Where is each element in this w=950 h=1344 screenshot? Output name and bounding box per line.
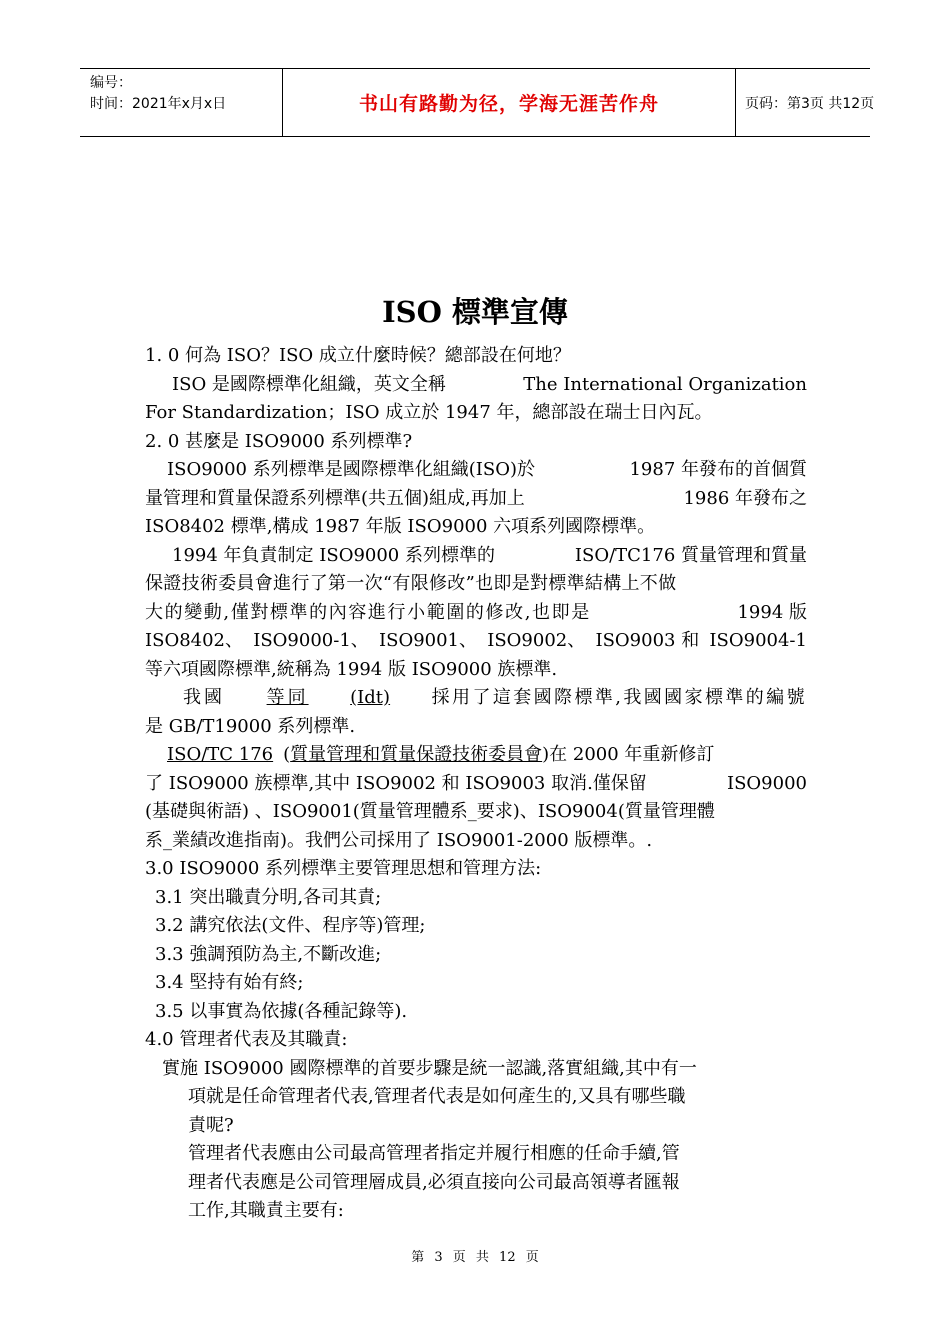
text-segment: 1994 年負責制定 ISO9000 系列標準的 xyxy=(172,545,495,566)
paragraph-line xyxy=(145,770,807,798)
text-segment: ISO9002、 xyxy=(487,630,586,651)
paragraph-line xyxy=(172,371,807,399)
page-info: 页码：第3页 共12页 xyxy=(745,95,875,112)
list-item: 3.1 突出職責分明,各司其責; xyxy=(155,887,382,908)
paragraph-line xyxy=(172,542,807,570)
number-label: 编号： xyxy=(90,75,132,91)
question-1: 1. 0 何為 ISO？ISO 成立什麼時候？總部設在何地？ xyxy=(145,345,571,366)
underlined-term: (Idt) xyxy=(350,687,391,708)
text-segment: 我國 xyxy=(183,687,225,708)
time-label: 时间：2021年x月x日 xyxy=(90,96,227,112)
paragraph-line xyxy=(167,741,807,769)
list-item: 3.3 強調預防為主,不斷改進; xyxy=(155,944,382,965)
paragraph-line: 是 GB/T19000 系列標準. xyxy=(145,716,356,737)
paragraph-line: (基礎與術語) 、ISO9001(質量管理體系_要求)、ISO9004(質量管理體 xyxy=(145,801,715,822)
text-segment: ISO9003 和 xyxy=(595,630,700,651)
text-segment: ISO/TC176 質量管理和質量 xyxy=(574,545,807,566)
paragraph-line xyxy=(183,684,807,712)
text-segment: 採用了這套國際標準,我國國家標準的編號 xyxy=(431,687,807,708)
document-header xyxy=(80,68,875,137)
paragraph-line: 工作,其職責主要有: xyxy=(188,1200,344,1221)
underlined-term: 質量管理和質量保證技術委員會 xyxy=(290,744,543,765)
paragraph-line: 理者代表應是公司管理層成員,必須直接向公司最高領導者匯報 xyxy=(188,1172,680,1193)
paragraph-line: ISO8402 標準,構成 1987 年版 ISO9000 六項系列國際標準。 xyxy=(145,516,656,537)
text-segment: ( xyxy=(283,744,291,765)
text-segment: 1986 年發布之 xyxy=(683,488,807,509)
header-meta xyxy=(80,69,282,136)
text-segment: ISO9000 xyxy=(726,773,807,794)
text-segment: ISO9004-1 xyxy=(709,630,807,651)
header-motto-cell xyxy=(282,69,736,136)
underlined-term: ISO/TC 176 xyxy=(167,744,274,765)
section-3-heading: 3.0 ISO9000 系列標準主要管理思想和管理方法: xyxy=(145,858,542,879)
paragraph-line: 項就是任命管理者代表,管理者代表是如何產生的,又具有哪些職 xyxy=(188,1086,686,1107)
paragraph-line: 系_業績改進指南)。我們公司採用了 ISO9001-2000 版標準。. xyxy=(145,830,653,851)
text-segment: ISO9000 系列標準是國際標準化組織(ISO)於 xyxy=(167,459,535,480)
paragraph-line: For Standardization；ISO 成立於 1947 年，總部設在瑞士日內瓦。 xyxy=(145,402,713,423)
text-segment: 量管理和質量保證系列標準(共五個)組成,再加上 xyxy=(145,488,525,509)
paragraph-line: 實施 ISO9000 國際標準的首要步驟是統一認識,落實組織,其中有一 xyxy=(162,1058,697,1079)
list-item: 3.2 講究依法(文件、程序等)管理; xyxy=(155,915,426,936)
paragraph-line: 等六項國際標準,統稱為 1994 版 ISO9000 族標準. xyxy=(145,659,558,680)
text-segment: )在 2000 年重新修訂 xyxy=(542,744,715,765)
paragraph-line: 保證技術委員會進行了第一次“有限修改”也即是對標準結構上不做 xyxy=(145,573,677,594)
text-segment: ISO9000-1、 xyxy=(253,630,369,651)
text-segment: The International Organization xyxy=(523,374,807,395)
paragraph-line xyxy=(167,456,807,484)
section-4-heading: 4.0 管理者代表及其職責: xyxy=(145,1029,348,1050)
text-segment: 了 ISO9000 族標準,其中 ISO9002 和 ISO9003 取消.僅保留 xyxy=(145,773,647,794)
text-segment: ISO8402、 xyxy=(145,630,244,651)
paragraph-line xyxy=(145,627,807,655)
paragraph-line xyxy=(145,485,807,513)
text-segment: ISO9001、 xyxy=(379,630,478,651)
underlined-term: 等同 xyxy=(266,687,309,708)
question-2: 2. 0 甚麼是 ISO9000 系列標準? xyxy=(145,431,413,452)
text-segment: 大的變動,僅對標準的內容進行小範圍的修改,也即是 xyxy=(145,602,591,623)
text-segment: 1994 版 xyxy=(737,602,807,623)
paragraph-line: 管理者代表應由公司最高管理者指定并履行相應的任命手續,管 xyxy=(188,1143,680,1164)
list-item: 3.4 堅持有始有終; xyxy=(155,972,304,993)
text-segment: ISO 是國際標準化組織，英文全稱 xyxy=(172,374,446,395)
page-title: ISO 標準宣傳 xyxy=(382,295,568,329)
motto: 书山有路勤为径，学海无涯苦作舟 xyxy=(358,93,659,115)
page-footer: 第 3 页 共 12 页 xyxy=(411,1250,539,1265)
paragraph-line: 責呢? xyxy=(188,1115,234,1136)
list-item: 3.5 以事實為依據(各種記錄等). xyxy=(155,1001,408,1022)
text-segment: 1987 年發布的首個質 xyxy=(629,459,807,480)
paragraph-line xyxy=(145,599,807,627)
